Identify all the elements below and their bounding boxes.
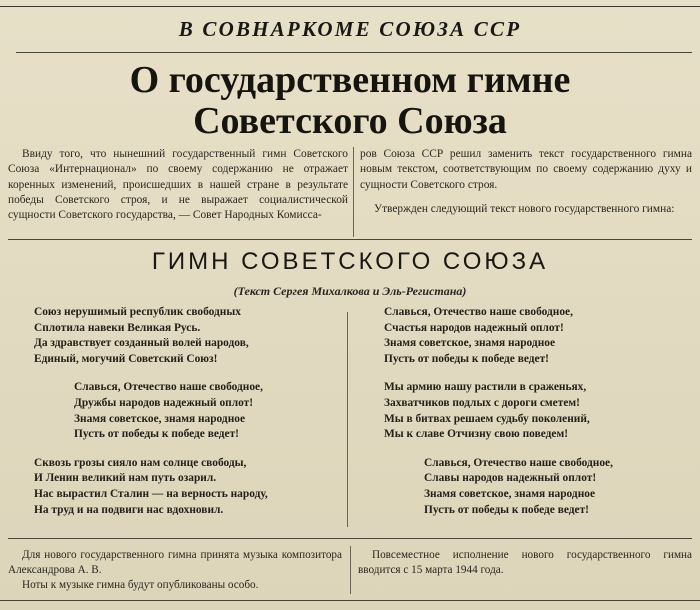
verse-line: Дружбы народов надежный оплот! [74, 396, 254, 409]
verse-line: Мы к славе Отчизну свою поведем! [384, 428, 569, 441]
anthem-refrain [34, 380, 268, 442]
footer-right-paragraph: Повсеместное исполнение нового государственного гимна вводится с 15 марта 1944 года. [358, 549, 692, 577]
anthem-title: ГИМН СОВЕТСКОГО СОЮЗА [151, 248, 549, 275]
verse-line: Славься, Отечество наше свободное, [384, 306, 573, 318]
verse-line: Единый, могучий Советский Союз! [34, 352, 218, 365]
verse-line: Сплотила навеки Великая Русь. [34, 321, 201, 334]
verse-line: Нас вырастил Сталин — на верность народу, [34, 487, 268, 500]
anthem-authors: (Текст Сергея Михалкова и Эль-Регистана) [233, 284, 467, 298]
anthem-stanza [384, 380, 613, 442]
intro-column-divider [353, 147, 354, 237]
verse-line: Знамя советское, знамя народное [384, 337, 556, 350]
section-rule [16, 52, 692, 53]
anthem-refrain [384, 305, 613, 367]
verse-line: Славы народов надежный оплот! [424, 472, 597, 485]
footer-column-divider [350, 546, 351, 594]
footer-left-paragraph-2: Ноты к музыке гимна будут опубликованы особо. [22, 579, 259, 592]
verse-line: Сквозь грозы сияло нам солнце свободы, [34, 456, 247, 469]
verse-line: Пусть от победы к победе ведет! [74, 428, 239, 441]
anthem-column-divider [347, 312, 348, 527]
anthem-stanza [34, 305, 268, 367]
footer-left-column [8, 548, 342, 594]
intro-right-column [360, 147, 692, 217]
anthem-refrain [384, 456, 613, 518]
top-rule [0, 6, 700, 7]
verse-line: Захватчиков подлых с дороги сметем! [384, 396, 580, 409]
verse-line: И Ленин великий нам путь озарил. [34, 472, 217, 485]
verse-line: Союз нерушимый республик свободных [34, 306, 241, 318]
anthem-rule [8, 239, 692, 240]
verse-line: Славься, Отечество наше свободное, [74, 381, 263, 394]
headline [0, 60, 700, 142]
intro-left-paragraph: Ввиду того, что нынешний государственный гимн Советского Союза «Интернационал» по своему содержанию не отражает коренных изменений, происшедших в нашей стране в результате победы Советского строя, и не выражает социалистической сущности Советского государства, — Совет Народных Комисса- [8, 148, 348, 222]
footer-left-paragraph-1: Для нового государственного гимна принята музыка композитора Александрова А. В. [8, 549, 342, 577]
bottom-rule [0, 600, 700, 601]
intro-right-paragraph: ров Союза ССР решил заменить текст государственного гимна новым текстом, соответствующим по своему содержанию духу и сущности Советского строя. [360, 148, 692, 191]
headline-line-2: Советского Союза [193, 100, 507, 142]
verse-line: Пусть от победы к победе ведет! [424, 503, 589, 516]
anthem-right-column [384, 305, 613, 518]
verse-line: Мы в битвах решаем судьбу поколений, [384, 412, 590, 425]
verse-line: Знамя советское, знамя народное [74, 412, 246, 425]
footer-right-column [358, 548, 692, 578]
verse-line: Счастья народов надежный оплот! [384, 321, 564, 334]
intro-left-column [8, 147, 348, 223]
verse-line: Знамя советское, знамя народное [424, 487, 596, 500]
verse-line: Да здравствует созданный волей народов, [34, 337, 249, 350]
section-title: В СОВНАРКОМЕ СОЮЗА ССР [178, 17, 522, 41]
footer-rule [8, 538, 692, 539]
anthem-left-column [34, 305, 268, 518]
anthem-stanza [34, 456, 268, 518]
headline-line-1: О государственном гимне [129, 59, 571, 101]
verse-line: Пусть от победы к победе ведет! [384, 352, 549, 365]
verse-line: Славься, Отечество наше свободное, [424, 456, 613, 469]
verse-line: На труд и на подвиги нас вдохновил. [34, 503, 224, 516]
intro-right-paragraph-2: Утвержден следующий текст нового государственного гимна: [374, 202, 675, 215]
verse-line: Мы армию нашу растили в сраженьях, [384, 381, 587, 394]
